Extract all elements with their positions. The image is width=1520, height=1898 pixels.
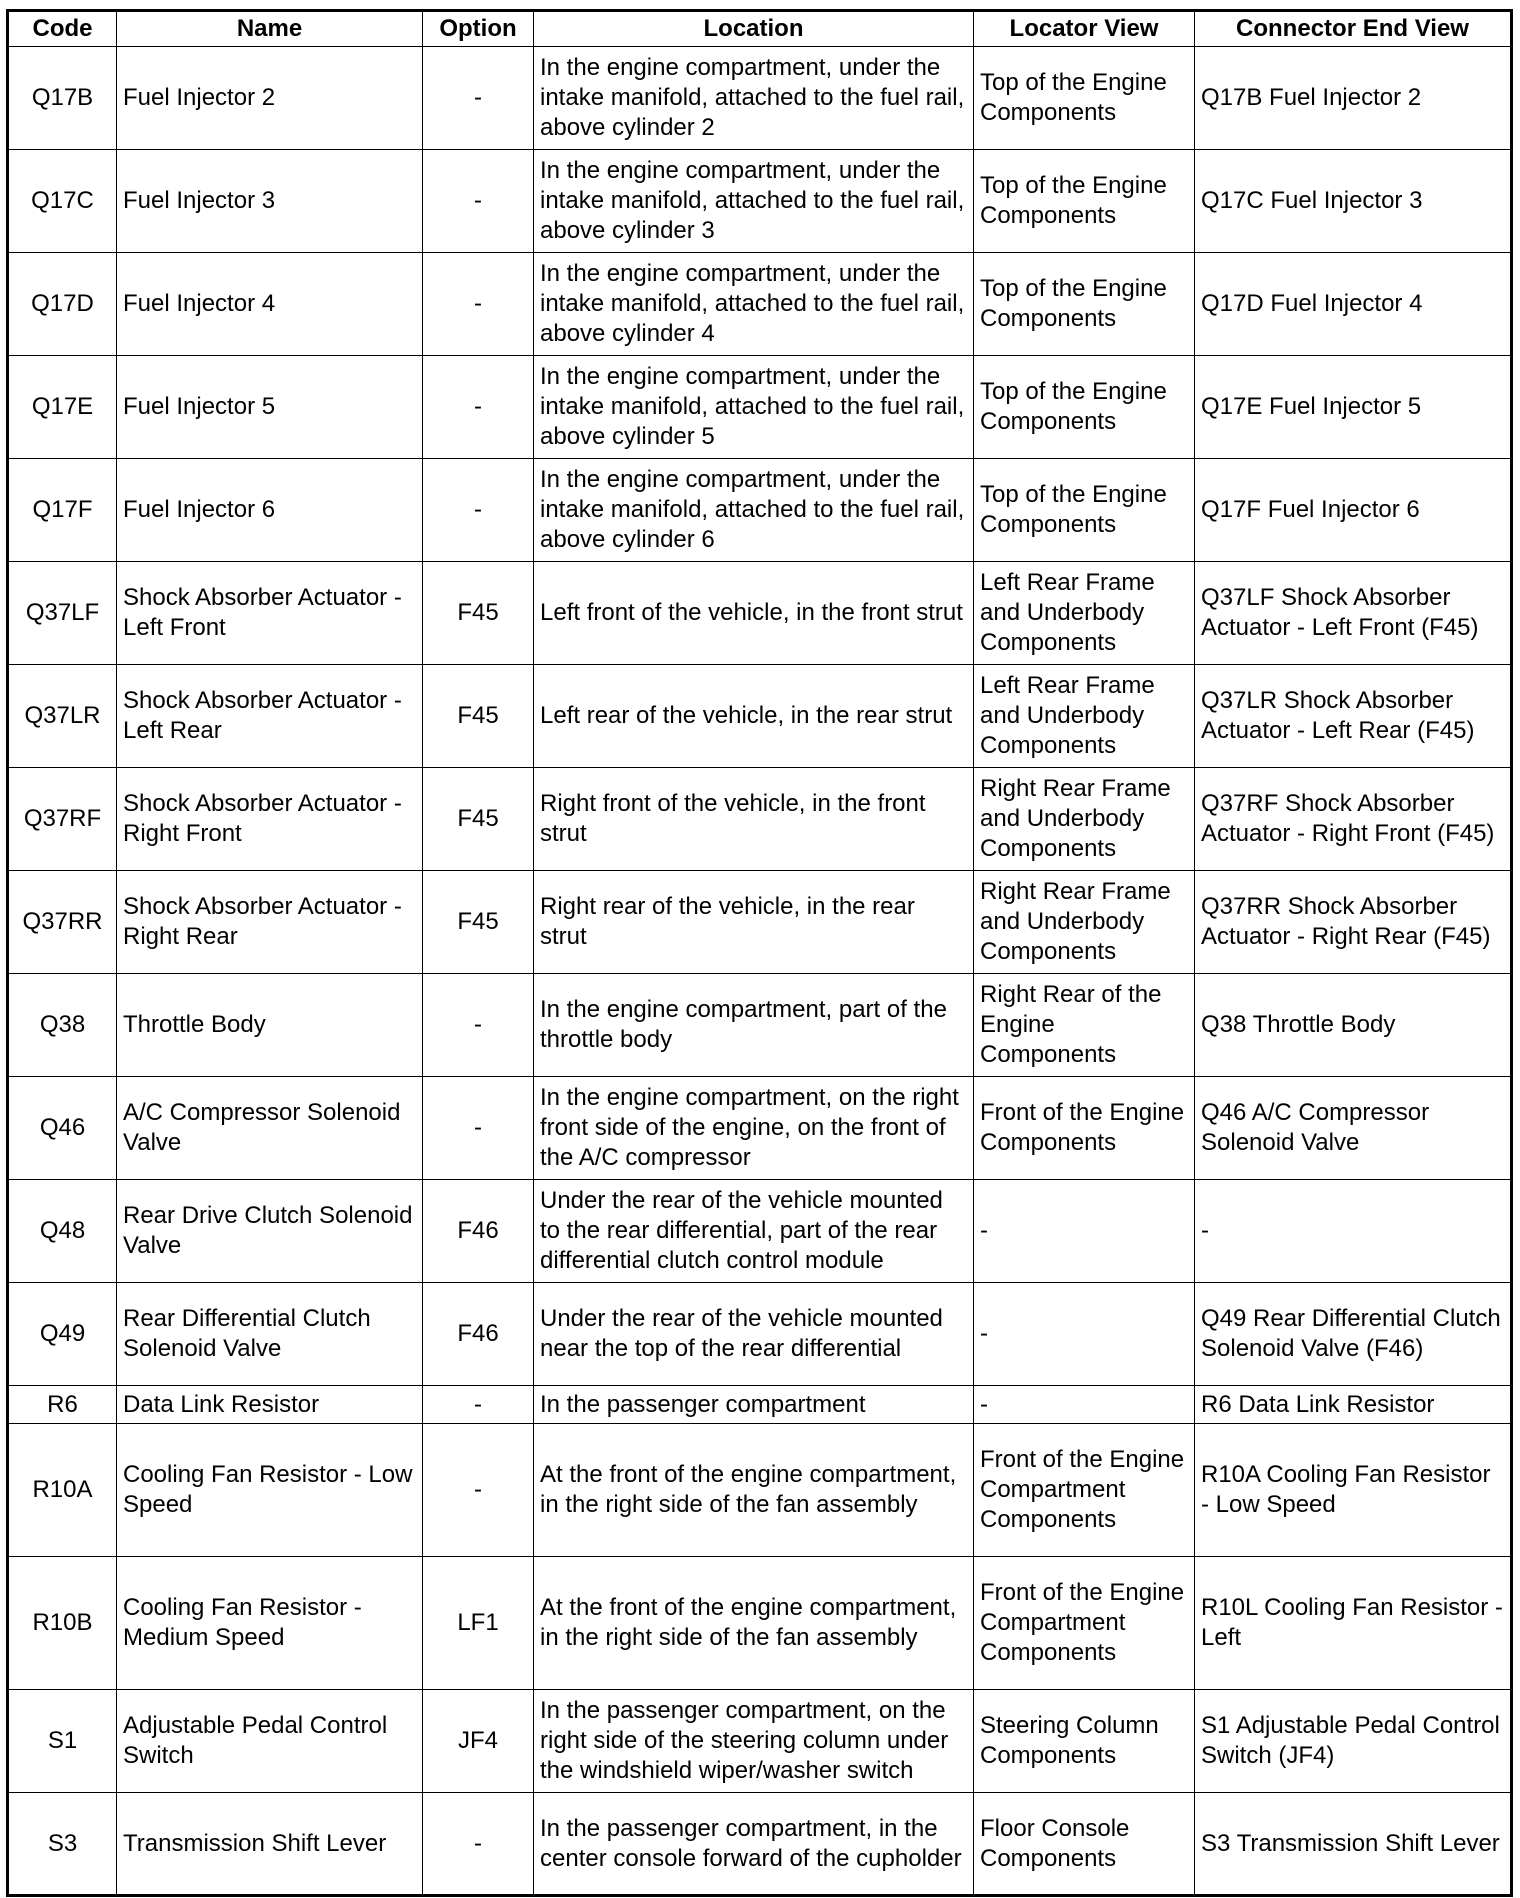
cell-location: In the engine compartment, on the right front side of the engine, on the front of the A/C compressor (534, 1077, 974, 1180)
cell-code: Q37RF (8, 768, 117, 871)
cell-option: - (423, 1386, 534, 1424)
cell-code: Q49 (8, 1283, 117, 1386)
cell-option: - (423, 47, 534, 150)
table-row (8, 1793, 1512, 1896)
cell-locator-view: Right Rear of the Engine Components (974, 974, 1195, 1077)
cell-connector-end-view: Q17D Fuel Injector 4 (1195, 253, 1512, 356)
cell-code: Q17E (8, 356, 117, 459)
cell-option: - (423, 1077, 534, 1180)
table-row (8, 768, 1512, 871)
cell-name: Shock Absorber Actuator - Right Front (117, 768, 423, 871)
table-row (8, 1424, 1512, 1557)
cell-name: A/C Compressor Solenoid Valve (117, 1077, 423, 1180)
cell-code: Q48 (8, 1180, 117, 1283)
table-row (8, 871, 1512, 974)
cell-locator-view: Top of the Engine Components (974, 47, 1195, 150)
cell-location: In the passenger compartment, on the right side of the steering column under the windshield wiper/washer switch (534, 1690, 974, 1793)
cell-locator-view: Floor Console Components (974, 1793, 1195, 1896)
cell-code: Q17F (8, 459, 117, 562)
cell-code: R6 (8, 1386, 117, 1424)
cell-name: Fuel Injector 4 (117, 253, 423, 356)
cell-name: Rear Differential Clutch Solenoid Valve (117, 1283, 423, 1386)
cell-locator-view: Top of the Engine Components (974, 356, 1195, 459)
cell-connector-end-view: R6 Data Link Resistor (1195, 1386, 1512, 1424)
cell-connector-end-view: Q37LF Shock Absorber Actuator - Left Front (F45) (1195, 562, 1512, 665)
cell-connector-end-view: S1 Adjustable Pedal Control Switch (JF4) (1195, 1690, 1512, 1793)
cell-locator-view: Right Rear Frame and Underbody Components (974, 768, 1195, 871)
cell-connector-end-view: Q17F Fuel Injector 6 (1195, 459, 1512, 562)
cell-location: Right front of the vehicle, in the front strut (534, 768, 974, 871)
header-location: Location (534, 11, 974, 47)
cell-code: Q38 (8, 974, 117, 1077)
header-locator-view: Locator View (974, 11, 1195, 47)
table-row (8, 1557, 1512, 1690)
cell-connector-end-view: Q17C Fuel Injector 3 (1195, 150, 1512, 253)
cell-code: Q17C (8, 150, 117, 253)
cell-name: Fuel Injector 3 (117, 150, 423, 253)
table-row (8, 974, 1512, 1077)
cell-name: Shock Absorber Actuator - Right Rear (117, 871, 423, 974)
cell-option: F45 (423, 871, 534, 974)
cell-locator-view: - (974, 1180, 1195, 1283)
table-row (8, 1386, 1512, 1424)
cell-option: - (423, 356, 534, 459)
cell-option: - (423, 150, 534, 253)
cell-connector-end-view: S3 Transmission Shift Lever (1195, 1793, 1512, 1896)
cell-locator-view: Front of the Engine Components (974, 1077, 1195, 1180)
header-option: Option (423, 11, 534, 47)
cell-name: Fuel Injector 2 (117, 47, 423, 150)
cell-connector-end-view: Q37LR Shock Absorber Actuator - Left Rear (F45) (1195, 665, 1512, 768)
cell-location: In the engine compartment, under the intake manifold, attached to the fuel rail, above cylinder 2 (534, 47, 974, 150)
cell-connector-end-view: Q17B Fuel Injector 2 (1195, 47, 1512, 150)
cell-code: Q37LR (8, 665, 117, 768)
cell-location: Left front of the vehicle, in the front strut (534, 562, 974, 665)
cell-option: F45 (423, 562, 534, 665)
table-row (8, 253, 1512, 356)
cell-locator-view: Top of the Engine Components (974, 150, 1195, 253)
cell-location: In the passenger compartment (534, 1386, 974, 1424)
cell-code: Q37RR (8, 871, 117, 974)
cell-location: Right rear of the vehicle, in the rear strut (534, 871, 974, 974)
cell-connector-end-view: Q37RF Shock Absorber Actuator - Right Front (F45) (1195, 768, 1512, 871)
cell-option: - (423, 974, 534, 1077)
cell-location: At the front of the engine compartment, in the right side of the fan assembly (534, 1557, 974, 1690)
table-row (8, 562, 1512, 665)
cell-connector-end-view: - (1195, 1180, 1512, 1283)
cell-locator-view: - (974, 1283, 1195, 1386)
cell-locator-view: Left Rear Frame and Underbody Components (974, 562, 1195, 665)
cell-option: LF1 (423, 1557, 534, 1690)
table-row (8, 459, 1512, 562)
cell-locator-view: Top of the Engine Components (974, 459, 1195, 562)
cell-location: In the engine compartment, part of the throttle body (534, 974, 974, 1077)
cell-name: Transmission Shift Lever (117, 1793, 423, 1896)
header-name: Name (117, 11, 423, 47)
cell-location: In the engine compartment, under the intake manifold, attached to the fuel rail, above cylinder 6 (534, 459, 974, 562)
cell-connector-end-view: R10L Cooling Fan Resistor - Left (1195, 1557, 1512, 1690)
table-row (8, 356, 1512, 459)
cell-name: Cooling Fan Resistor - Medium Speed (117, 1557, 423, 1690)
cell-option: F45 (423, 768, 534, 871)
table-row (8, 150, 1512, 253)
cell-option: F46 (423, 1180, 534, 1283)
cell-location: Left rear of the vehicle, in the rear strut (534, 665, 974, 768)
cell-code: Q17B (8, 47, 117, 150)
cell-location: Under the rear of the vehicle mounted to the rear differential, part of the rear differential clutch control module (534, 1180, 974, 1283)
cell-locator-view: Front of the Engine Compartment Components (974, 1424, 1195, 1557)
table-row (8, 1077, 1512, 1180)
cell-code: Q17D (8, 253, 117, 356)
cell-option: - (423, 253, 534, 356)
cell-name: Fuel Injector 6 (117, 459, 423, 562)
cell-locator-view: Right Rear Frame and Underbody Components (974, 871, 1195, 974)
cell-name: Throttle Body (117, 974, 423, 1077)
cell-location: In the engine compartment, under the intake manifold, attached to the fuel rail, above cylinder 3 (534, 150, 974, 253)
table-row (8, 1283, 1512, 1386)
cell-locator-view: - (974, 1386, 1195, 1424)
cell-name: Rear Drive Clutch Solenoid Valve (117, 1180, 423, 1283)
cell-connector-end-view: Q17E Fuel Injector 5 (1195, 356, 1512, 459)
table-row (8, 1180, 1512, 1283)
cell-locator-view: Top of the Engine Components (974, 253, 1195, 356)
cell-code: S1 (8, 1690, 117, 1793)
cell-location: Under the rear of the vehicle mounted near the top of the rear differential (534, 1283, 974, 1386)
cell-option: F45 (423, 665, 534, 768)
cell-code: R10A (8, 1424, 117, 1557)
cell-locator-view: Left Rear Frame and Underbody Components (974, 665, 1195, 768)
header-connector-end-view: Connector End View (1195, 11, 1512, 47)
cell-code: S3 (8, 1793, 117, 1896)
cell-connector-end-view: Q37RR Shock Absorber Actuator - Right Rear (F45) (1195, 871, 1512, 974)
cell-option: - (423, 459, 534, 562)
cell-name: Cooling Fan Resistor - Low Speed (117, 1424, 423, 1557)
cell-name: Data Link Resistor (117, 1386, 423, 1424)
cell-location: At the front of the engine compartment, in the right side of the fan assembly (534, 1424, 974, 1557)
cell-option: JF4 (423, 1690, 534, 1793)
cell-location: In the passenger compartment, in the center console forward of the cupholder (534, 1793, 974, 1896)
header-row (8, 11, 1512, 47)
cell-connector-end-view: Q49 Rear Differential Clutch Solenoid Valve (F46) (1195, 1283, 1512, 1386)
cell-locator-view: Steering Column Components (974, 1690, 1195, 1793)
cell-connector-end-view: R10A Cooling Fan Resistor - Low Speed (1195, 1424, 1512, 1557)
component-locator-table (6, 9, 1513, 1897)
cell-code: R10B (8, 1557, 117, 1690)
table-row (8, 1690, 1512, 1793)
cell-option: - (423, 1424, 534, 1557)
cell-option: F46 (423, 1283, 534, 1386)
cell-name: Fuel Injector 5 (117, 356, 423, 459)
cell-location: In the engine compartment, under the intake manifold, attached to the fuel rail, above cylinder 5 (534, 356, 974, 459)
cell-name: Shock Absorber Actuator - Left Rear (117, 665, 423, 768)
cell-connector-end-view: Q46 A/C Compressor Solenoid Valve (1195, 1077, 1512, 1180)
cell-locator-view: Front of the Engine Compartment Components (974, 1557, 1195, 1690)
cell-code: Q46 (8, 1077, 117, 1180)
cell-code: Q37LF (8, 562, 117, 665)
cell-option: - (423, 1793, 534, 1896)
header-code: Code (8, 11, 117, 47)
cell-name: Adjustable Pedal Control Switch (117, 1690, 423, 1793)
cell-name: Shock Absorber Actuator - Left Front (117, 562, 423, 665)
table-row (8, 47, 1512, 150)
table-row (8, 665, 1512, 768)
cell-location: In the engine compartment, under the intake manifold, attached to the fuel rail, above cylinder 4 (534, 253, 974, 356)
cell-connector-end-view: Q38 Throttle Body (1195, 974, 1512, 1077)
